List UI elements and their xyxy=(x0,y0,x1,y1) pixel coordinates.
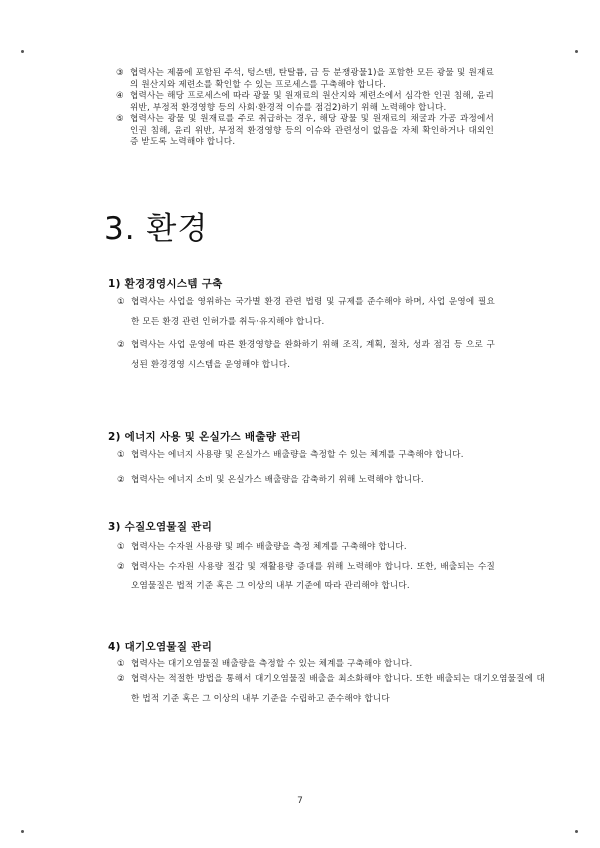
item-number: ② xyxy=(117,340,125,350)
item-text: 협력사는 사업을 영위하는 국가별 환경 관련 법령 및 규제를 준수해야 하며, 사업 운영에 필요한 모든 환경 관련 인허가를 취득·유지해야 합니다. xyxy=(131,297,495,327)
page-number: 7 xyxy=(297,796,303,806)
corner-mark-bottom-left xyxy=(21,830,24,833)
item-number: ① xyxy=(117,542,125,552)
item-text: 협력사는 수자원 사용량 및 폐수 배출량을 측정 체계를 구축해야 합니다. xyxy=(131,542,407,552)
section-body xyxy=(117,658,545,709)
item-text: 협력사는 수자원 사용량 절감 및 재활용량 증대를 위해 노력해야 합니다. 또한, 배출되는 수질오염물질은 법적 기준 혹은 그 이상의 내부 기준에 따라 관리해야 합니다. xyxy=(131,561,495,591)
section-heading: 4) 대기오염물질 관리 xyxy=(108,641,213,653)
section-heading: 1) 환경경영시스템 구축 xyxy=(108,278,223,290)
top-item-list xyxy=(116,68,494,149)
list-item xyxy=(117,658,545,670)
list-item xyxy=(116,114,494,149)
list-item xyxy=(117,450,545,462)
list-item xyxy=(117,475,545,487)
item-text: 협력사는 제품에 포함된 주석, 텅스텐, 탄탈륨, 금 등 분쟁광물1)을 포함한 모든 광물 및 원재료의 원산지와 제련소를 확인할 수 있는 프로세스를 구축해야 합니다. xyxy=(130,68,494,90)
item-text: 협력사는 대기오염물질 배출량을 측정할 수 있는 체계를 구축해야 합니다. xyxy=(131,659,413,669)
item-number: ③ xyxy=(116,68,124,78)
section-body xyxy=(117,293,495,375)
corner-mark-top-right xyxy=(575,50,578,53)
list-item xyxy=(117,336,495,375)
item-number: ⑤ xyxy=(116,114,124,124)
corner-mark-bottom-right xyxy=(575,830,578,833)
list-item xyxy=(116,68,494,91)
section-body xyxy=(117,450,545,486)
item-number: ① xyxy=(117,659,125,669)
list-item xyxy=(117,558,495,597)
item-text: 협력사는 사업 운영에 따른 환경영향을 완화하기 위해 조직, 계획, 절차, 성과 점검 등 으로 구성된 환경경영 시스템을 운영해야 합니다. xyxy=(131,340,495,370)
chapter-title: 3. 환경 xyxy=(104,211,209,247)
item-number: ② xyxy=(117,561,125,572)
list-item xyxy=(117,670,545,709)
list-item xyxy=(116,91,494,114)
section-heading: 3) 수질오염물질 관리 xyxy=(108,521,213,533)
item-text: 협력사는 에너지 사용량 및 온실가스 배출량을 측정할 수 있는 체계를 구축해야 합니다. xyxy=(131,450,464,460)
section-heading: 2) 에너지 사용 및 온실가스 배출량 관리 xyxy=(108,431,302,443)
item-number: ④ xyxy=(116,91,124,101)
item-text: 협력사는 광물 및 원재료를 주로 취급하는 경우, 해당 광물 및 원재료의 채굴과 가공 과정에서 인권 침해, 윤리 위반, 부정적 환경영향 등의 이슈와 관련성이 없음을 자체 확인하거나 대외인증 받도록 노력해야 합니다. xyxy=(130,114,494,147)
item-number: ① xyxy=(117,297,125,307)
item-text: 협력사는 적절한 방법을 통해서 대기오염물질 배출을 최소화해야 합니다. 또한 배출되는 대기오염물질에 대한 법적 기준 혹은 그 이상의 내부 기준을 수립하고 준수해야 합니다 xyxy=(131,674,545,704)
list-item xyxy=(117,538,495,558)
list-item xyxy=(117,293,495,332)
section-body xyxy=(117,538,495,597)
corner-mark-top-left xyxy=(21,50,24,53)
item-number: ② xyxy=(117,474,125,485)
item-number: ① xyxy=(117,450,125,460)
item-text: 협력사는 해당 프로세스에 따라 광물 및 원재료의 원산지와 제련소에서 심각한 인권 침해, 윤리 위반, 부정적 환경영향 등의 사회·환경적 이슈를 점검2)하기 위해 노력해야 합니다. xyxy=(130,91,494,113)
item-number: ② xyxy=(117,674,125,684)
item-text: 협력사는 에너지 소비 및 온실가스 배출량을 감축하기 위해 노력해야 합니다. xyxy=(131,474,424,485)
